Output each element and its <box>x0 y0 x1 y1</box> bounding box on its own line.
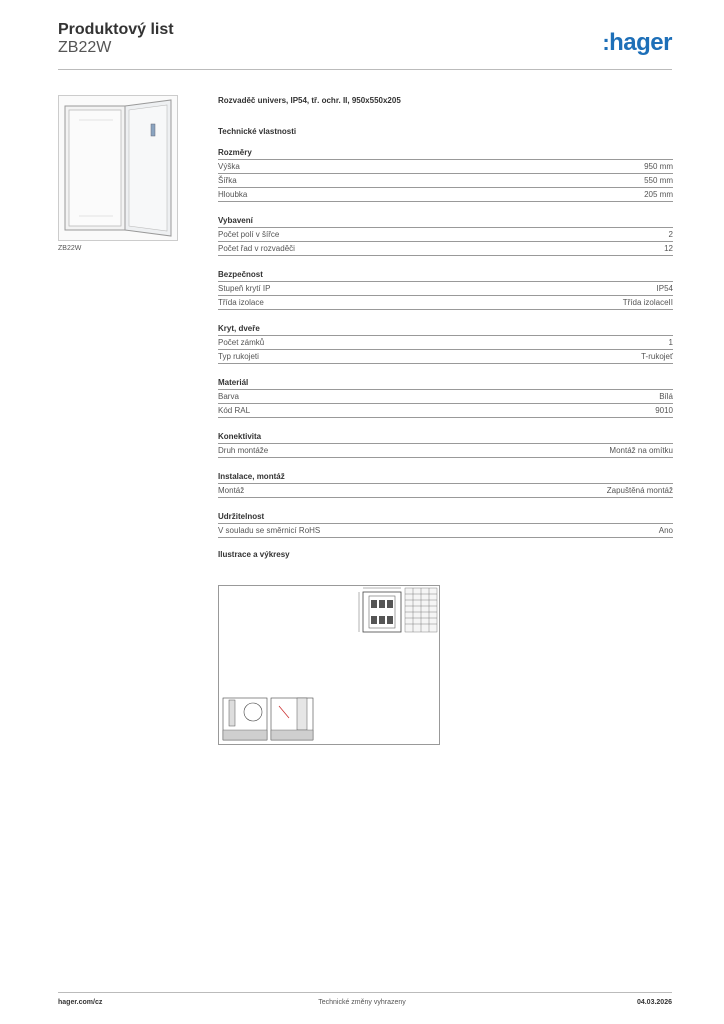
tech-properties-title: Technické vlastnosti <box>218 127 297 136</box>
spec-row <box>218 160 673 174</box>
illustrations-title: Ilustrace a výkresy <box>218 550 290 559</box>
image-caption: ZB22W <box>58 245 82 252</box>
spec-value: IP54 <box>656 284 673 293</box>
front-view-drawing <box>359 588 401 632</box>
spec-row <box>218 188 673 202</box>
product-name: Rozvaděč univers, IP54, tř. ochr. II, 950x550x205 <box>218 96 401 105</box>
logo-text: hager <box>609 29 672 56</box>
product-image <box>58 95 178 241</box>
illustrations-box <box>218 585 440 745</box>
cabinet-illustration <box>59 96 177 240</box>
product-code: ZB22W <box>58 39 112 56</box>
spec-row <box>218 336 673 350</box>
spec-value: 9010 <box>655 406 673 415</box>
mounting-drawing-2 <box>271 698 313 740</box>
dimension-table-drawing <box>405 588 437 632</box>
section-title: Materiál <box>218 376 673 390</box>
mounting-drawing-1 <box>223 698 267 740</box>
section-safety <box>218 268 673 310</box>
spec-label: Třída izolace <box>218 298 264 307</box>
hager-logo: :hager <box>602 29 672 56</box>
spec-value: 2 <box>668 230 673 239</box>
spec-value: Třída izolaceII <box>622 298 673 307</box>
section-cover-door <box>218 322 673 364</box>
section-material <box>218 376 673 418</box>
spec-row <box>218 174 673 188</box>
spec-label: Stupeň krytí IP <box>218 284 271 293</box>
spec-label: Počet zámků <box>218 338 265 347</box>
section-title: Udržitelnost <box>218 510 673 524</box>
spec-label: Typ rukojeti <box>218 352 259 361</box>
spec-value: 950 mm <box>644 162 673 171</box>
page-title: Produktový list <box>58 21 174 38</box>
spec-value: Bílá <box>659 392 673 401</box>
section-title: Konektivita <box>218 430 673 444</box>
section-sustainability <box>218 510 673 538</box>
spec-row <box>218 350 673 364</box>
spec-label: Počet řad v rozvaděči <box>218 244 295 253</box>
spec-row <box>218 296 673 310</box>
footer-disclaimer: Technické změny vyhrazeny <box>318 999 406 1006</box>
spec-label: Počet polí v šířce <box>218 230 280 239</box>
spec-row <box>218 282 673 296</box>
spec-label: Barva <box>218 392 239 401</box>
spec-row <box>218 390 673 404</box>
spec-value: 550 mm <box>644 176 673 185</box>
spec-value: T-rukojeť <box>641 352 673 361</box>
spec-label: Kód RAL <box>218 406 251 415</box>
section-connectivity <box>218 430 673 458</box>
spec-value: Montáž na omítku <box>609 446 673 455</box>
spec-row <box>218 524 673 538</box>
spec-label: Hloubka <box>218 190 248 199</box>
spec-content <box>218 96 673 559</box>
spec-label: Montáž <box>218 486 245 495</box>
section-installation <box>218 470 673 498</box>
footer-date: 04.03.2026 <box>636 999 672 1006</box>
spec-row <box>218 484 673 498</box>
section-title: Instalace, montáž <box>218 470 673 484</box>
spec-value: 205 mm <box>644 190 673 199</box>
spec-value: Zapuštěná montáž <box>606 486 673 495</box>
header-divider <box>58 69 672 70</box>
section-title: Bezpečnost <box>218 268 673 282</box>
spec-row <box>218 404 673 418</box>
spec-value: 12 <box>664 244 673 253</box>
spec-label: Výška <box>218 162 240 171</box>
spec-value: 1 <box>668 338 673 347</box>
technical-drawings <box>219 586 439 744</box>
spec-label: V souladu se směrnicí RoHS <box>218 526 321 535</box>
section-equipment <box>218 214 673 256</box>
section-title: Rozměry <box>218 146 673 160</box>
footer-divider <box>58 992 672 993</box>
section-dimensions <box>218 146 673 202</box>
spec-label: Šířka <box>218 176 237 185</box>
footer-website-link[interactable]: hager.com/cz <box>58 999 103 1006</box>
spec-label: Druh montáže <box>218 446 269 455</box>
spec-row <box>218 242 673 256</box>
spec-value: Ano <box>658 526 673 535</box>
spec-row <box>218 228 673 242</box>
section-title: Vybavení <box>218 214 673 228</box>
section-title: Kryt, dveře <box>218 322 673 336</box>
spec-row <box>218 444 673 458</box>
